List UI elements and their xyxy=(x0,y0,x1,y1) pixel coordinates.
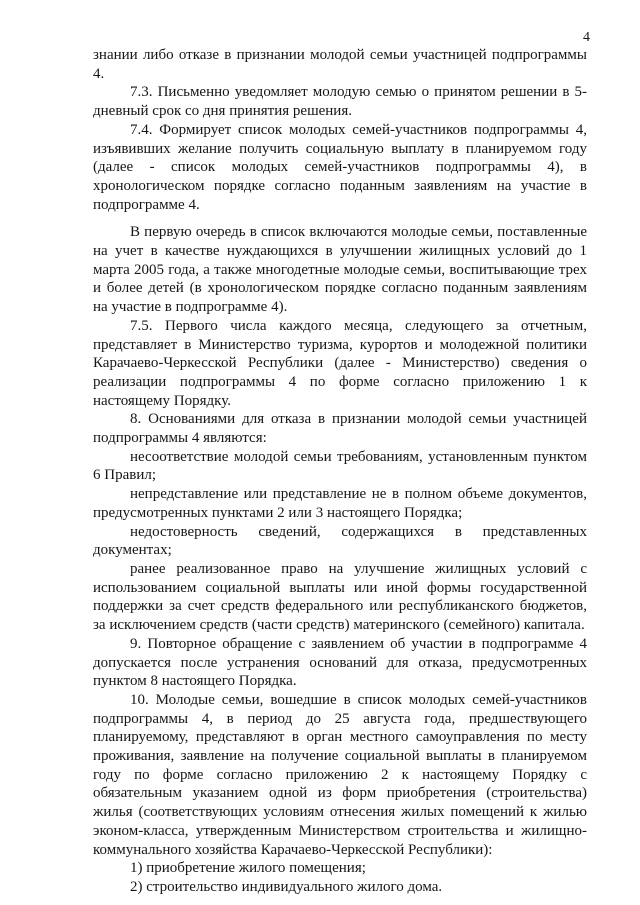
page-number: 4 xyxy=(583,30,590,45)
paragraph-priority: В первую очередь в список включаются молодые семьи, поставленные на учет в качестве нуждающихся в улучшении жилищных условий до 1 марта 2005 года, а также многодетные молодые семьи, воспитывающие трех и более детей (в хронологическом порядке согласно поданным заявлениям на участие в подпрограмме 4). xyxy=(93,224,587,316)
paragraph-7-3: 7.3. Письменно уведомляет молодую семью о принятом решении в 5-дневный срок со дня принятия решения. xyxy=(93,84,587,120)
list-item-refusal-3: недостоверность сведений, содержащихся в представленных документах; xyxy=(93,523,587,559)
list-item-refusal-2: непредставление или представление не в полном объеме документов, предусмотренных пунктами 2 или 3 настоящего Порядка; xyxy=(93,486,587,521)
list-item-form-1: 1) приобретение жилого помещения; xyxy=(130,860,366,877)
paragraph-continuation: знании либо отказе в признании молодой семьи участницей подпрограммы 4. xyxy=(93,47,587,82)
list-item-refusal-1: несоответствие молодой семьи требованиям, установленным пунктом 6 Правил; xyxy=(93,448,587,484)
paragraph-7-5: 7.5. Первого числа каждого месяца, следующего за отчетным, представляет в Министерство туризма, курортов и молодежной политики Карачаево-Черкесской Республики (далее - Министерство) сведения о реализации подпрограммы 4 по форме согласно приложению 1 к настоящему Порядку. xyxy=(93,317,587,409)
paragraph-7-4: 7.4. Формирует список молодых семей-участников подпрограммы 4, изъявивших желание получить социальную выплату в планируемом году (далее - список молодых семей-участников подпрограммы 4), в хронологическом порядке согласно поданным заявлениям на участие в подпрограмме 4. xyxy=(93,121,587,213)
paragraph-10: 10. Молодые семьи, вошедшие в список молодых семей-участников подпрограммы 4, в период до 25 августа года, предшествующего планируемому, представляют в орган местного самоуправления по месту проживания, заявление на получение социальной выплаты в планируемом году по форме согласно приложению 2 к настоящему Порядку с обязательным указанием одной из форм приобретения (строительства) жилья (соответствующих условиям отнесения жилых помещений к жилью эконом-класса, утвержденным Министерством строительства и жилищно-коммунального хозяйства Карачаево-Черкесской Республики): xyxy=(93,691,587,858)
document-body xyxy=(93,46,587,897)
paragraph-9: 9. Повторное обращение с заявлением об участии в подпрограмме 4 допускается после устранения оснований для отказа, предусмотренных пунктом 8 настоящего Порядка. xyxy=(93,635,587,690)
list-item-refusal-4: ранее реализованное право на улучшение жилищных условий с использованием социальной выплаты или иной формы государственной поддержки за счет средств федерального или республиканского бюджетов, за исключением средств (части средств) материнского (семейного) капитала. xyxy=(93,560,587,634)
paragraph-8: 8. Основаниями для отказа в признании молодой семьи участницей подпрограммы 4 являются: xyxy=(93,411,587,447)
list-item-form-2: 2) строительство индивидуального жилого дома. xyxy=(130,878,443,895)
